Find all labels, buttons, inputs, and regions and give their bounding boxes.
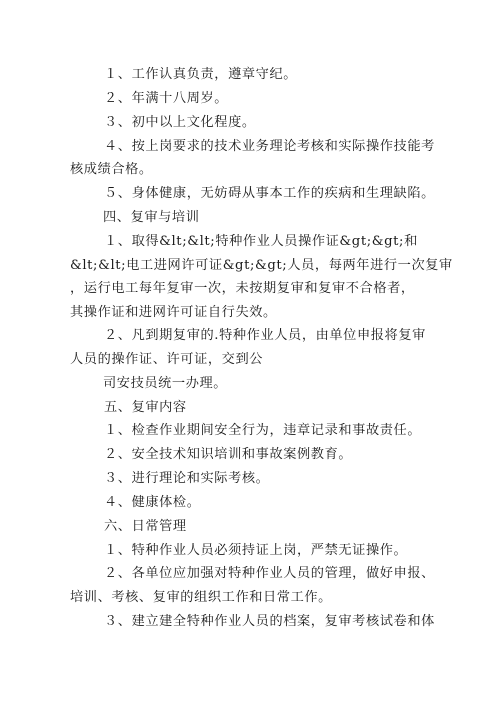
text-line: &lt;&lt;电工进网许可证&gt;&gt;人员，每两年进行一次复审 xyxy=(70,258,453,273)
text-line: ３、初中以上文化程度。 xyxy=(104,115,256,130)
text-line: １、检查作业期间安全行为，违章记录和事故责任。 xyxy=(104,423,422,438)
text-line: 司安技员统一办理。 xyxy=(103,376,228,391)
text-line: 其操作证和进网许可证自行失效。 xyxy=(70,305,277,320)
text-line: １、取得&lt;&lt;特种作业人员操作证&gt;&gt;和 xyxy=(104,234,418,249)
text-line: ２、年满十八周岁。 xyxy=(104,91,229,106)
text-line: ４、按上岗要求的技术业务理论考核和实际操作技能考 xyxy=(104,139,435,154)
text-line: ５、身体健康，无妨碍从事本工作的疾病和生理缺陷。 xyxy=(104,186,435,201)
text-line: 人员的操作证、许可证，交到公 xyxy=(70,352,264,367)
text-line: 核成绩合格。 xyxy=(70,162,153,177)
text-line: １、特种作业人员必须持证上岗，严禁无证操作。 xyxy=(104,543,408,558)
text-line: ３、建立建全特种作业人员的档案，复审考核试卷和体 xyxy=(104,614,435,629)
text-line: ，运行电工每年复审一次，未按期复审和复审不合格者， xyxy=(70,281,415,296)
text-line: 培训、考核、复审的组织工作和日常工作。 xyxy=(70,590,332,605)
text-line: １、工作认真负责，遵章守纪。 xyxy=(104,67,298,82)
text-line: ２、安全技术知识培训和事故案例教育。 xyxy=(104,447,353,462)
text-line: ２、凡到期复审的.特种作业人员，由单位申报将复审 xyxy=(104,328,426,343)
text-line: ３、进行理论和实际考核。 xyxy=(104,471,270,486)
text-line: ２、各单位应加强对特种作业人员的管理，做好申报、 xyxy=(104,566,435,581)
section-heading: 六、日常管理 xyxy=(104,519,187,534)
text-line: ４、健康体检。 xyxy=(104,495,201,510)
section-heading: 四、复审与培训 xyxy=(103,210,200,225)
section-heading: 五、复审内容 xyxy=(104,400,187,415)
